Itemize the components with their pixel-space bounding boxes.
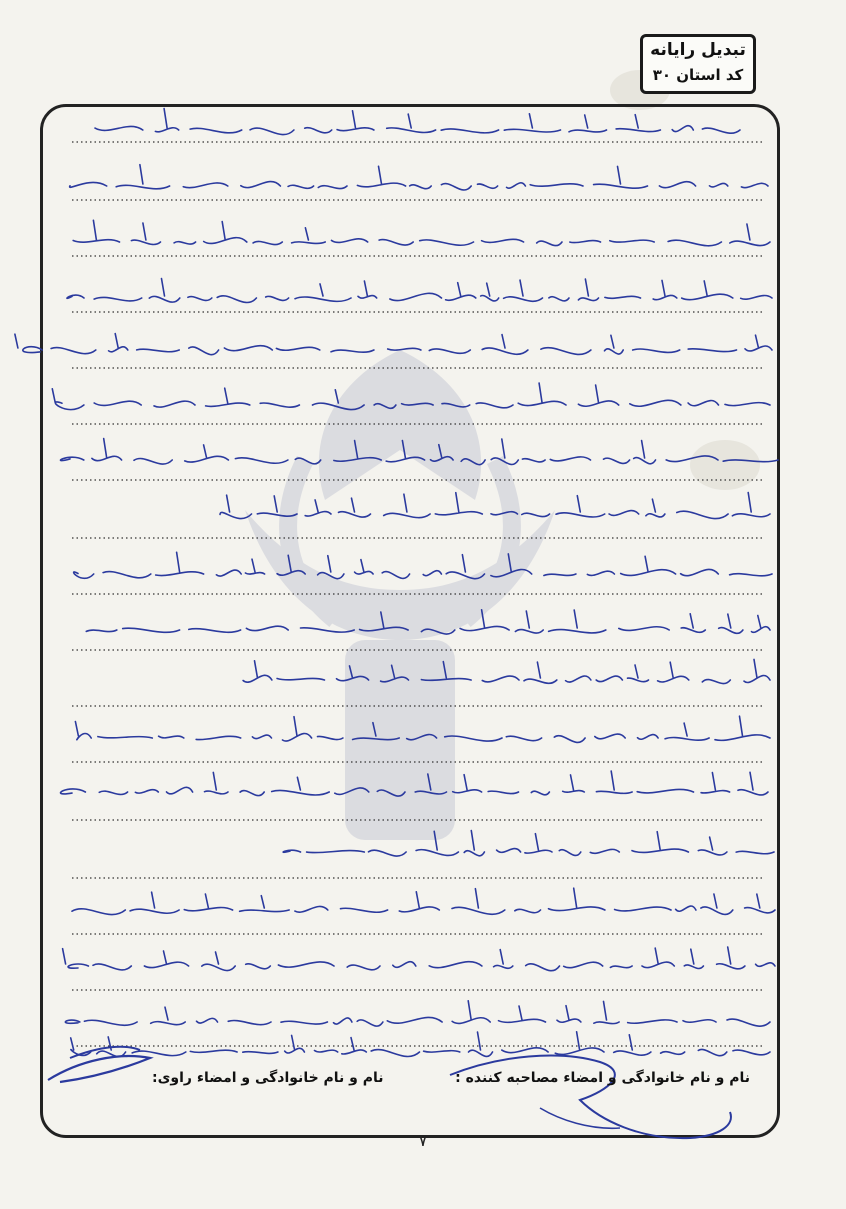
interviewer-signature-icon — [450, 1056, 731, 1139]
page-number: ۷ — [418, 1131, 428, 1151]
stamp-line-1: تبدیل رایانه — [650, 40, 746, 60]
stamp-line-2: کد استان ۳۰ — [652, 66, 744, 84]
narrator-signature-label: نام و نام خانوادگی و امضاء راوی: — [152, 1070, 384, 1086]
narrator-signature-icon — [48, 1047, 150, 1082]
interviewer-signature-label: نام و نام خانوادگی و امضاء مصاحبه کننده : — [455, 1070, 750, 1086]
